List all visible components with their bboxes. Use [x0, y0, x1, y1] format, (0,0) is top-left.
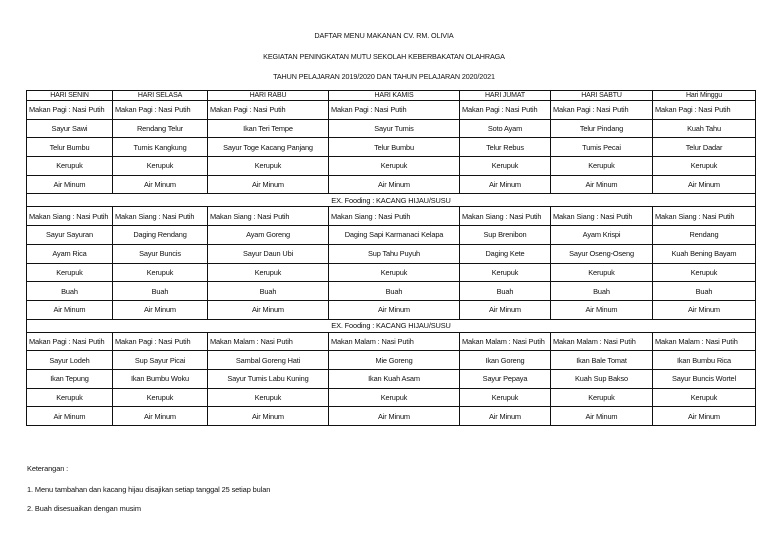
- meal-label: Makan Pagi : Nasi Putih: [208, 101, 329, 120]
- menu-item: Sayur Buncis: [113, 244, 208, 263]
- menu-item: Kerupuk: [551, 263, 653, 282]
- table-row: [27, 388, 756, 407]
- menu-item: Air Minum: [551, 300, 653, 319]
- meal-label: Makan Malam : Nasi Putih: [208, 332, 329, 351]
- table-row: [27, 351, 756, 370]
- meal-label: Makan Siang : Nasi Putih: [329, 207, 460, 226]
- extra-fooding: EX. Fooding : KACANG HIJAU/SUSU: [27, 319, 756, 332]
- meal-label: Makan Malam : Nasi Putih: [329, 332, 460, 351]
- menu-item: Air Minum: [27, 300, 113, 319]
- menu-item: Ayam Rica: [27, 244, 113, 263]
- day-header: HARI SABTU: [551, 91, 653, 101]
- malam-label-row: [27, 332, 756, 351]
- day-header: HARI SELASA: [113, 91, 208, 101]
- meal-label: Makan Malam : Nasi Putih: [460, 332, 551, 351]
- menu-item: Ikan Bale Tomat: [551, 351, 653, 370]
- menu-item: Telur Rebus: [460, 138, 551, 157]
- menu-item: Ikan Goreng: [460, 351, 551, 370]
- meal-label: Makan Pagi : Nasi Putih: [329, 101, 460, 120]
- day-header: HARI SENIN: [27, 91, 113, 101]
- menu-item: Kuah Sup Bakso: [551, 369, 653, 388]
- meal-label: Makan Pagi : Nasi Putih: [113, 101, 208, 120]
- extra-fooding-row: [27, 194, 756, 207]
- meal-label: Makan Siang : Nasi Putih: [113, 207, 208, 226]
- menu-item: Air Minum: [208, 300, 329, 319]
- table-row: [27, 300, 756, 319]
- menu-item: Buah: [653, 282, 756, 301]
- meal-label: Makan Pagi : Nasi Putih: [113, 332, 208, 351]
- menu-item: Ikan Kuah Asam: [329, 369, 460, 388]
- menu-item: Sayur Tumis Labu Kuning: [208, 369, 329, 388]
- menu-item: Air Minum: [460, 300, 551, 319]
- table-row: [27, 263, 756, 282]
- day-header: Hari Minggu: [653, 91, 756, 101]
- table-row: [27, 407, 756, 426]
- menu-item: Daging Sapi Karmanaci Kelapa: [329, 226, 460, 245]
- document-year: TAHUN PELAJARAN 2019/2020 DAN TAHUN PELAJARAN 2020/2021: [273, 72, 495, 81]
- meal-label: Makan Pagi : Nasi Putih: [460, 101, 551, 120]
- menu-item: Sayur Oseng-Oseng: [551, 244, 653, 263]
- menu-item: Tumis Kangkung: [113, 138, 208, 157]
- document-subtitle: KEGIATAN PENINGKATAN MUTU SEKOLAH KEBERBAKATAN OLAHRAGA: [263, 52, 505, 61]
- menu-item: Sup Sayur Picai: [113, 351, 208, 370]
- menu-item: Buah: [208, 282, 329, 301]
- menu-item: Buah: [460, 282, 551, 301]
- menu-item: Kerupuk: [329, 388, 460, 407]
- meal-label: Makan Siang : Nasi Putih: [551, 207, 653, 226]
- menu-item: Telur Dadar: [653, 138, 756, 157]
- menu-item: Tumis Pecai: [551, 138, 653, 157]
- menu-item: Sayur Tumis: [329, 119, 460, 138]
- menu-item: Air Minum: [460, 175, 551, 194]
- menu-item: Kerupuk: [208, 263, 329, 282]
- menu-item: Sambal Goreng Hati: [208, 351, 329, 370]
- table-row: [27, 119, 756, 138]
- menu-item: Kerupuk: [27, 388, 113, 407]
- menu-item: Air Minum: [551, 407, 653, 426]
- meal-label: Makan Siang : Nasi Putih: [460, 207, 551, 226]
- menu-table: [26, 90, 756, 426]
- menu-item: Sup Brenibon: [460, 226, 551, 245]
- menu-item: Air Minum: [329, 300, 460, 319]
- menu-item: Ikan Bumbu Rica: [653, 351, 756, 370]
- meal-label: Makan Malam : Nasi Putih: [551, 332, 653, 351]
- menu-item: Kerupuk: [113, 157, 208, 176]
- notes-heading: Keterangan :: [27, 464, 69, 473]
- menu-item: Buah: [551, 282, 653, 301]
- menu-item: Sayur Pepaya: [460, 369, 551, 388]
- menu-item: Kerupuk: [460, 388, 551, 407]
- menu-item: Ikan Bumbu Woku: [113, 369, 208, 388]
- menu-item: Air Minum: [208, 175, 329, 194]
- menu-item: Air Minum: [460, 407, 551, 426]
- menu-item: Daging Rendang: [113, 226, 208, 245]
- table-row: [27, 157, 756, 176]
- menu-item: Kerupuk: [460, 157, 551, 176]
- menu-item: Sup Tahu Puyuh: [329, 244, 460, 263]
- note-item: 1. Menu tambahan dan kacang hijau disajikan setiap tanggal 25 setiap bulan: [27, 485, 271, 494]
- menu-item: Sayur Daun Ubi: [208, 244, 329, 263]
- menu-item: Kerupuk: [329, 157, 460, 176]
- menu-item: Air Minum: [27, 175, 113, 194]
- menu-item: Kerupuk: [551, 157, 653, 176]
- note-item: 2. Buah disesuaikan dengan musim: [27, 504, 141, 513]
- menu-item: Buah: [329, 282, 460, 301]
- menu-item: Air Minum: [113, 175, 208, 194]
- menu-item: Sayur Lodeh: [27, 351, 113, 370]
- menu-item: Kerupuk: [653, 388, 756, 407]
- menu-item: Kerupuk: [208, 157, 329, 176]
- day-header: HARI KAMIS: [329, 91, 460, 101]
- menu-item: Rendang Telur: [113, 119, 208, 138]
- menu-item: Telur Bumbu: [329, 138, 460, 157]
- table-row: [27, 138, 756, 157]
- meal-label: Makan Pagi : Nasi Putih: [27, 101, 113, 120]
- menu-item: Air Minum: [329, 407, 460, 426]
- menu-item: Daging Kete: [460, 244, 551, 263]
- menu-item: Air Minum: [653, 407, 756, 426]
- menu-item: Kerupuk: [329, 263, 460, 282]
- meal-label: Makan Malam : Nasi Putih: [653, 332, 756, 351]
- menu-item: Buah: [113, 282, 208, 301]
- menu-item: Air Minum: [27, 407, 113, 426]
- menu-item: Kerupuk: [113, 388, 208, 407]
- menu-item: Ayam Krispi: [551, 226, 653, 245]
- table-row: [27, 369, 756, 388]
- meal-label: Makan Siang : Nasi Putih: [653, 207, 756, 226]
- meal-label: Makan Pagi : Nasi Putih: [653, 101, 756, 120]
- menu-item: Sayur Buncis Wortel: [653, 369, 756, 388]
- document-title: DAFTAR MENU MAKANAN CV. RM. OLIVIA: [314, 31, 454, 40]
- menu-item: Mie Goreng: [329, 351, 460, 370]
- menu-item: Kerupuk: [208, 388, 329, 407]
- menu-item: Buah: [27, 282, 113, 301]
- pagi-label-row: [27, 101, 756, 120]
- menu-item: Telur Bumbu: [27, 138, 113, 157]
- menu-item: Air Minum: [113, 300, 208, 319]
- meal-label: Makan Pagi : Nasi Putih: [27, 332, 113, 351]
- menu-item: Ikan Tepung: [27, 369, 113, 388]
- menu-item: Kuah Tahu: [653, 119, 756, 138]
- menu-item: Air Minum: [329, 175, 460, 194]
- menu-item: Air Minum: [551, 175, 653, 194]
- menu-item: Kuah Bening Bayam: [653, 244, 756, 263]
- menu-item: Sayur Sayuran: [27, 226, 113, 245]
- menu-item: Telur Pindang: [551, 119, 653, 138]
- siang-label-row: [27, 207, 756, 226]
- day-header: HARI RABU: [208, 91, 329, 101]
- meal-label: Makan Pagi : Nasi Putih: [551, 101, 653, 120]
- meal-label: Makan Siang : Nasi Putih: [208, 207, 329, 226]
- menu-item: Ayam Goreng: [208, 226, 329, 245]
- day-header: HARI JUMAT: [460, 91, 551, 101]
- menu-item: Kerupuk: [460, 263, 551, 282]
- extra-fooding: EX. Fooding : KACANG HIJAU/SUSU: [27, 194, 756, 207]
- menu-item: Sayur Toge Kacang Panjang: [208, 138, 329, 157]
- extra-fooding-row: [27, 319, 756, 332]
- menu-item: Kerupuk: [27, 157, 113, 176]
- menu-item: Soto Ayam: [460, 119, 551, 138]
- menu-item: Kerupuk: [27, 263, 113, 282]
- table-row: [27, 244, 756, 263]
- day-header-row: [27, 91, 756, 101]
- menu-item: Kerupuk: [113, 263, 208, 282]
- menu-item: Rendang: [653, 226, 756, 245]
- table-row: [27, 226, 756, 245]
- table-row: [27, 282, 756, 301]
- menu-item: Air Minum: [653, 175, 756, 194]
- menu-item: Ikan Teri Tempe: [208, 119, 329, 138]
- menu-item: Air Minum: [113, 407, 208, 426]
- menu-item: Air Minum: [653, 300, 756, 319]
- menu-item: Kerupuk: [653, 263, 756, 282]
- menu-item: Kerupuk: [653, 157, 756, 176]
- meal-label: Makan Siang : Nasi Putih: [27, 207, 113, 226]
- menu-item: Sayur Sawi: [27, 119, 113, 138]
- table-row: [27, 175, 756, 194]
- menu-item: Kerupuk: [551, 388, 653, 407]
- menu-item: Air Minum: [208, 407, 329, 426]
